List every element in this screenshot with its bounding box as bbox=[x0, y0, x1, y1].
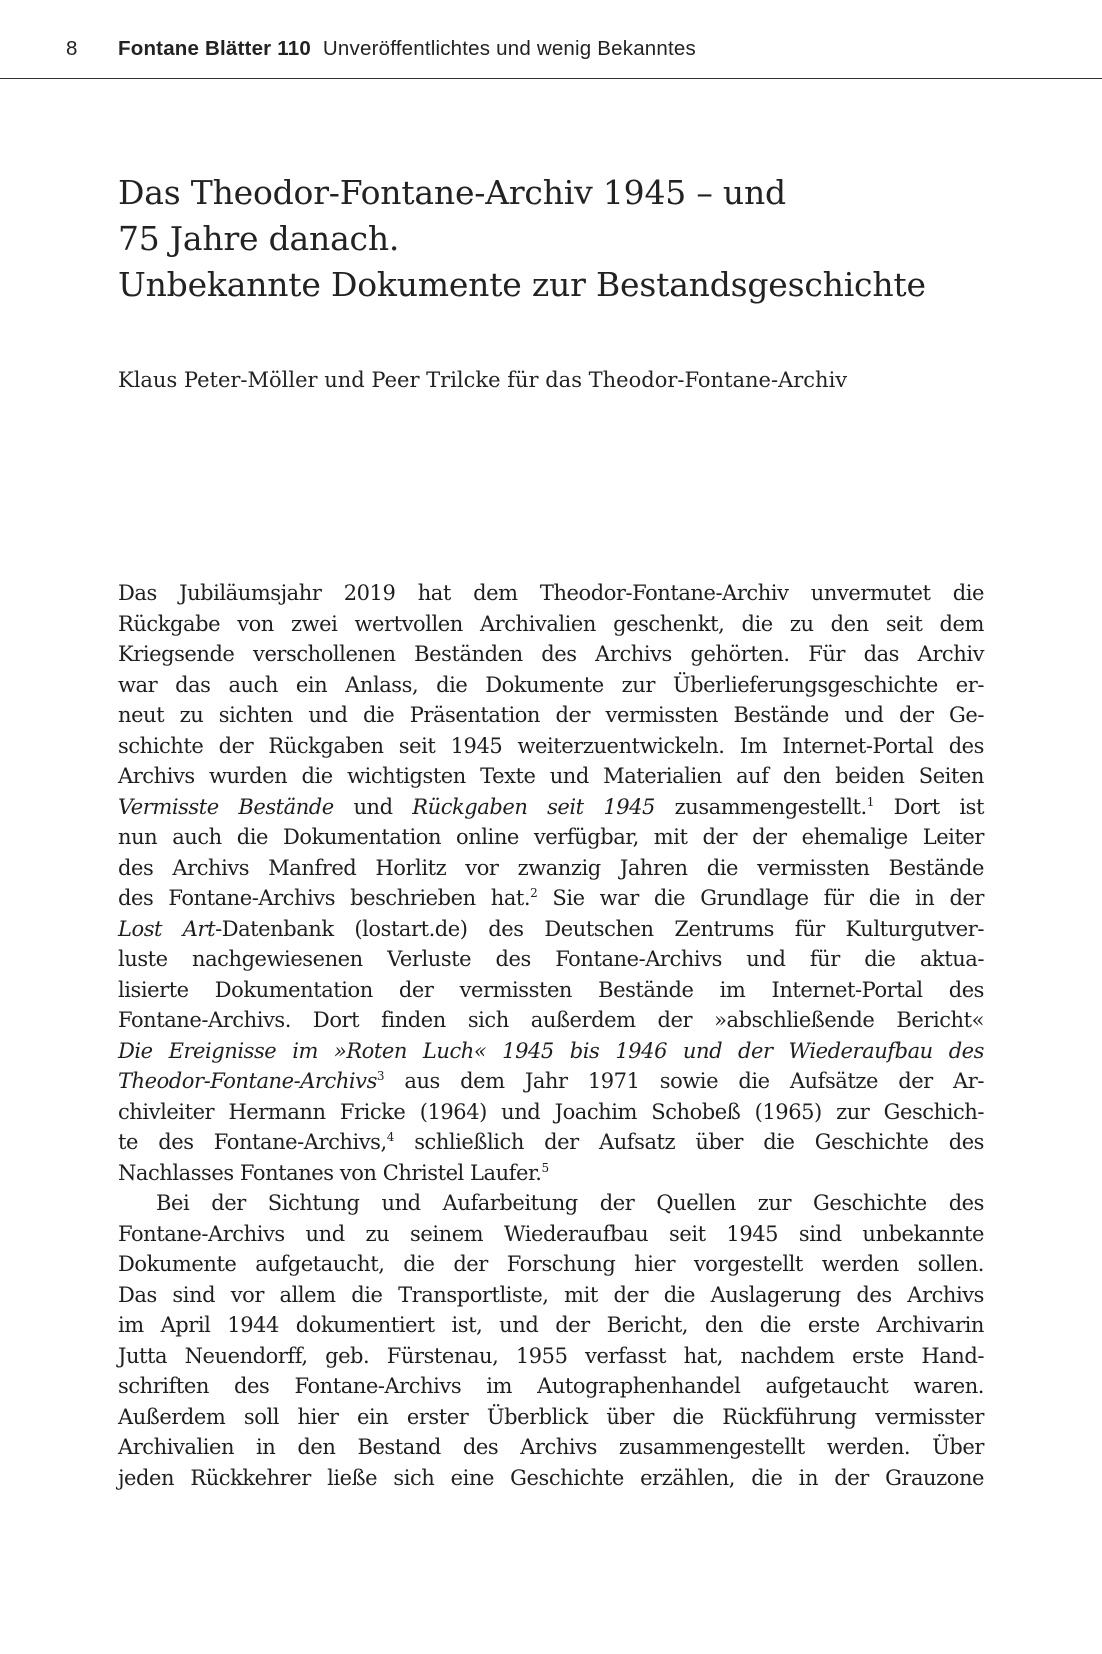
italic-text: Die Ereignisse im »Roten Luch« 1945 bis 1946 und der Wiederaufbau des bbox=[118, 1038, 984, 1063]
text-run: Sie war die Grundlage für die in der bbox=[537, 886, 985, 910]
text-run: luste nachgewiesenen Verluste des Fontane-Archivs und für die aktua- bbox=[118, 947, 984, 971]
body-line bbox=[118, 1036, 984, 1067]
page-number: 8 bbox=[66, 37, 78, 60]
footnote-marker: 4 bbox=[386, 1130, 394, 1144]
journal-info bbox=[118, 34, 696, 64]
title-line: 75 Jahre danach. bbox=[118, 219, 400, 258]
italic-text: Theodor-Fontane-Archivs bbox=[118, 1069, 377, 1093]
footnote-marker: 3 bbox=[376, 1069, 385, 1083]
article-title bbox=[118, 170, 1018, 308]
body-line bbox=[118, 822, 984, 853]
title-line: Unbekannte Dokumente zur Bestandsgeschichte bbox=[118, 265, 926, 304]
body-line bbox=[118, 1432, 984, 1463]
body-line bbox=[118, 853, 984, 884]
body-line bbox=[118, 1066, 984, 1097]
article-authors: Klaus Peter-Möller und Peer Trilcke für das Theodor-Fontane-Archiv bbox=[118, 368, 848, 392]
text-run: Fontane-Archivs und zu seinem Wiederaufbau seit 1945 sind unbekannte bbox=[118, 1221, 984, 1246]
text-run: Archivalien in den Bestand des Archivs zusammengestellt werden. Über bbox=[118, 1435, 984, 1459]
body-line bbox=[118, 1097, 984, 1128]
italic-text: Rückgaben seit 1945 bbox=[412, 794, 655, 819]
text-run: Rückgabe von zwei wertvollen Archivalien geschenkt, die zu den seit dem bbox=[118, 611, 984, 636]
body-line bbox=[118, 1127, 984, 1158]
text-run: zusammengestellt. bbox=[654, 794, 867, 819]
text-run: Fontane-Archivs. Dort finden sich außerdem der »abschließende Bericht« bbox=[118, 1008, 984, 1032]
text-run: des Archivs Manfred Horlitz vor zwanzig Jahren die vermissten Bestände bbox=[118, 855, 984, 880]
body-line bbox=[118, 1310, 984, 1341]
body-line bbox=[118, 1402, 984, 1433]
text-run: -Datenbank (lostart.de) des Deutschen Zentrums für Kulturgutver- bbox=[215, 916, 984, 941]
text-run: schließlich der Aufsatz über die Geschichte des bbox=[393, 1130, 984, 1154]
body-line bbox=[118, 883, 984, 914]
title-line: Das Theodor-Fontane-Archiv 1945 – und bbox=[118, 173, 786, 212]
text-run: und bbox=[333, 794, 413, 819]
body-line bbox=[118, 578, 984, 609]
text-run: schichte der Rückgaben seit 1945 weiterzuentwickeln. Im Internet-Portal des bbox=[118, 733, 984, 758]
body-line bbox=[118, 792, 984, 823]
section-title: Unveröffentlichtes und wenig Bekanntes bbox=[322, 37, 696, 60]
text-run: des Fontane-Archivs beschrieben hat. bbox=[118, 886, 531, 910]
text-run: Kriegsende verschollenen Beständen des Archivs gehörten. Für das Archiv bbox=[118, 642, 984, 666]
italic-text: Vermisste Bestände bbox=[118, 794, 334, 819]
body-line bbox=[118, 1158, 984, 1189]
footnote-marker: 2 bbox=[530, 886, 538, 900]
text-run: neut zu sichten und die Präsentation der vermissten Bestände und der Ge- bbox=[118, 703, 984, 727]
text-run: lisierte Dokumentation der vermissten Bestände im Internet-Portal des bbox=[118, 977, 984, 1002]
text-run: war das auch ein Anlass, die Dokumente zur Überlieferungsgeschichte er- bbox=[118, 672, 984, 697]
body-line bbox=[118, 914, 984, 945]
journal-title: Fontane Blätter 110 bbox=[118, 37, 311, 60]
text-run: Außerdem soll hier ein erster Überblick über die Rückführung vermisster bbox=[118, 1404, 984, 1429]
body-line bbox=[118, 1219, 984, 1250]
body-line bbox=[118, 1371, 984, 1402]
body-line bbox=[118, 944, 984, 975]
footnote-marker: 5 bbox=[541, 1160, 549, 1175]
body-line bbox=[118, 670, 984, 701]
body-line bbox=[118, 639, 984, 670]
text-run: jeden Rückkehrer ließe sich eine Geschichte erzählen, die in der Grauzone bbox=[118, 1465, 984, 1490]
text-run: te des Fontane-Archivs, bbox=[118, 1130, 387, 1154]
text-run: Dokumente aufgetaucht, die der Forschung hier vorgestellt werden sollen. bbox=[118, 1252, 984, 1276]
text-run: Nachlasses Fontanes von Christel Laufer. bbox=[118, 1160, 542, 1185]
text-run: aus dem Jahr 1971 sowie die Aufsätze der Ar- bbox=[384, 1069, 984, 1093]
text-run: Das Jubiläumsjahr 2019 hat dem Theodor-Fontane-Archiv unvermutet die bbox=[118, 581, 984, 605]
running-head bbox=[0, 34, 1102, 64]
body-line bbox=[118, 609, 984, 640]
body-line bbox=[118, 731, 984, 762]
text-run: nun auch die Dokumentation online verfügbar, mit der der ehemalige Leiter bbox=[118, 825, 984, 849]
text-run: Das sind vor allem die Transportliste, mit der die Auslagerung des Archivs bbox=[118, 1282, 984, 1307]
body-line bbox=[118, 1463, 984, 1494]
body-line bbox=[118, 1188, 984, 1219]
text-run: im April 1944 dokumentiert ist, und der Bericht, den die erste Archivarin bbox=[118, 1313, 984, 1337]
text-run: Bei der Sichtung und Aufarbeitung der Quellen zur Geschichte des bbox=[156, 1191, 984, 1215]
italic-text: Lost Art bbox=[118, 916, 216, 941]
body-line bbox=[118, 700, 984, 731]
body-line bbox=[118, 1280, 984, 1311]
body-line bbox=[118, 1341, 984, 1372]
body-line bbox=[118, 975, 984, 1006]
body-line bbox=[118, 1005, 984, 1036]
header-rule bbox=[0, 78, 1102, 79]
body-line bbox=[118, 1249, 984, 1280]
text-run: schriften des Fontane-Archivs im Autographenhandel aufgetaucht waren. bbox=[118, 1374, 984, 1398]
body-line bbox=[118, 761, 984, 792]
article-body bbox=[118, 578, 984, 1493]
text-run: Jutta Neuendorff, geb. Fürstenau, 1955 verfasst hat, nachdem erste Hand- bbox=[118, 1343, 984, 1368]
text-run: Dort ist bbox=[873, 794, 984, 819]
footnote-marker: 1 bbox=[866, 794, 874, 809]
text-run: chivleiter Hermann Fricke (1964) und Joachim Schobeß (1965) zur Geschich- bbox=[118, 1099, 984, 1124]
text-run: Archivs wurden die wichtigsten Texte und Materialien auf den beiden Seiten bbox=[118, 764, 984, 788]
